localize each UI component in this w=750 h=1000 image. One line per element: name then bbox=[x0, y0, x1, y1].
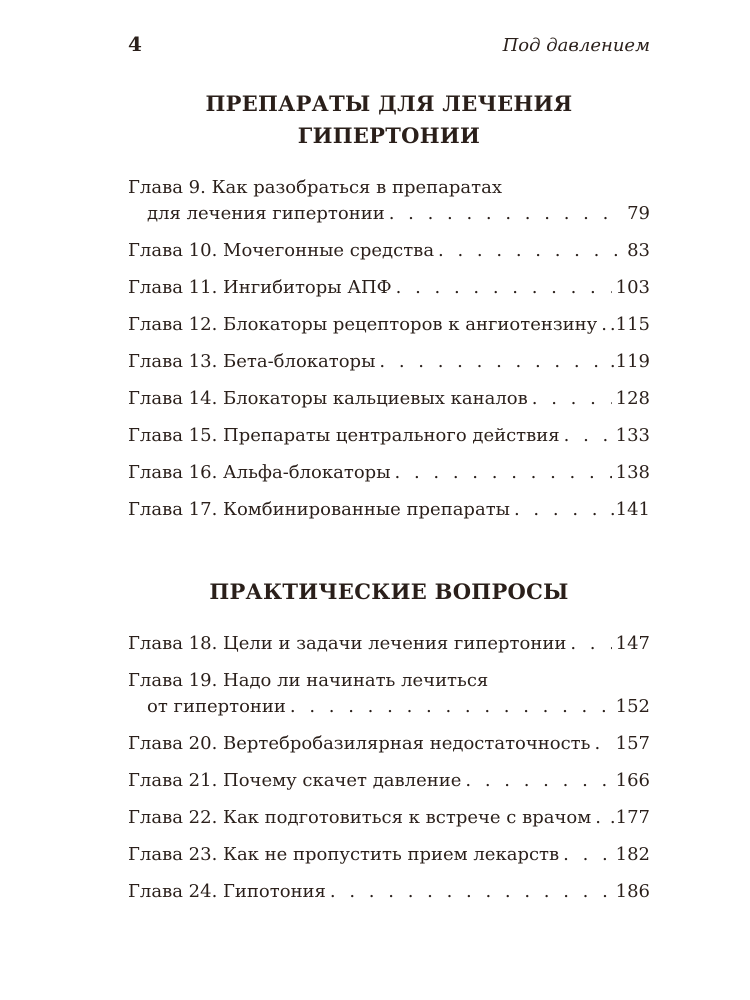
toc-entry bbox=[128, 423, 650, 449]
toc-page-number: 128 bbox=[615, 388, 650, 409]
dot-leader bbox=[379, 349, 606, 375]
toc-entry-line bbox=[128, 631, 650, 657]
toc-page-number: .177 bbox=[609, 807, 650, 828]
toc-entry bbox=[128, 805, 650, 831]
dot-leader bbox=[396, 275, 612, 301]
toc-page-number: 79 bbox=[627, 203, 650, 224]
toc-entry bbox=[128, 460, 650, 486]
toc-entry-title: Глава 16. Альфа-блокаторы bbox=[128, 462, 391, 483]
toc-page-number: 138 bbox=[615, 462, 650, 483]
toc-entry-title: Глава 17. Комбинированные препараты bbox=[128, 499, 510, 520]
toc-entry-title: Глава 23. Как не пропустить прием лекарств bbox=[128, 844, 560, 865]
dot-leader bbox=[570, 631, 611, 657]
toc-entry-title: Глава 13. Бета-блокаторы bbox=[128, 351, 376, 372]
toc-entry-line bbox=[128, 201, 650, 227]
toc-entry-title: Глава 14. Блокаторы кальциевых каналов bbox=[128, 388, 528, 409]
toc-entry-title: Глава 11. Ингибиторы АПФ bbox=[128, 277, 392, 298]
toc-entry-title: Глава 15. Препараты центрального действия bbox=[128, 425, 560, 446]
toc-entry-line bbox=[128, 238, 650, 264]
toc-page-number: 147 bbox=[615, 633, 650, 654]
toc-entry-line bbox=[128, 694, 650, 720]
toc-entry bbox=[128, 386, 650, 412]
toc-page-number: 182 bbox=[615, 844, 650, 865]
toc-entry-line bbox=[128, 768, 650, 794]
section-title-practical bbox=[128, 576, 650, 608]
toc-page-number: .119 bbox=[609, 351, 650, 372]
toc-page-number: 157 bbox=[615, 733, 650, 754]
toc-entry-title: Глава 24. Гипотония bbox=[128, 881, 326, 902]
toc-entry bbox=[128, 349, 650, 375]
dot-leader bbox=[564, 423, 612, 449]
section-title-line: ПРЕПАРАТЫ ДЛЯ ЛЕЧЕНИЯ bbox=[205, 91, 573, 116]
toc-entry-title: Глава 9. Как разобраться в препаратах bbox=[128, 177, 502, 198]
toc-entry bbox=[128, 879, 650, 905]
toc-entry-title-continued: для лечения гипертонии bbox=[147, 203, 385, 224]
toc-entry-title: Глава 19. Надо ли начинать лечиться bbox=[128, 670, 489, 691]
toc-page-number: 83 bbox=[627, 240, 650, 261]
toc-entry bbox=[128, 497, 650, 523]
running-head: Под давлением bbox=[502, 35, 650, 56]
toc-entry-line bbox=[128, 386, 650, 412]
toc-page-number: 166 bbox=[615, 770, 650, 791]
toc-page-number: 152 bbox=[615, 696, 650, 717]
toc-entry bbox=[128, 312, 650, 338]
toc-entry bbox=[128, 668, 650, 720]
dot-leader bbox=[594, 731, 611, 757]
toc-entry-title: Глава 20. Вертебробазилярная недостаточность bbox=[128, 733, 591, 754]
dot-leader bbox=[395, 460, 612, 486]
dot-leader bbox=[595, 805, 606, 831]
toc-entry bbox=[128, 238, 650, 264]
toc-entry-line bbox=[128, 497, 650, 523]
toc-entry-title: Глава 21. Почему скачет давление bbox=[128, 770, 462, 791]
toc-page-number: 103 bbox=[615, 277, 650, 298]
toc-entry-line bbox=[128, 349, 650, 375]
dot-leader bbox=[514, 497, 606, 523]
toc-entry-title: Глава 12. Блокаторы рецепторов к ангиотензину bbox=[128, 314, 598, 335]
toc-page-number: 186 bbox=[615, 881, 650, 902]
toc-list-drugs bbox=[128, 175, 650, 534]
dot-leader bbox=[389, 201, 623, 227]
dot-leader bbox=[438, 238, 623, 264]
section-title-line: ПРАКТИЧЕСКИЕ ВОПРОСЫ bbox=[209, 579, 569, 604]
dot-leader bbox=[330, 879, 612, 905]
toc-entry bbox=[128, 731, 650, 757]
toc-page-number: .141 bbox=[609, 499, 650, 520]
toc-page-number: 133 bbox=[615, 425, 650, 446]
toc-entry-title: Глава 22. Как подготовиться к встрече с врачом bbox=[128, 807, 592, 828]
toc-entry-line bbox=[128, 312, 650, 338]
toc-entry-line bbox=[128, 275, 650, 301]
toc-entry-title: Глава 18. Цели и задачи лечения гипертонии bbox=[128, 633, 567, 654]
toc-entry-title: Глава 10. Мочегонные средства bbox=[128, 240, 435, 261]
toc-entry-line bbox=[128, 460, 650, 486]
dot-leader bbox=[290, 694, 612, 720]
toc-entry bbox=[128, 768, 650, 794]
toc-entry bbox=[128, 842, 650, 868]
page-number: 4 bbox=[128, 32, 142, 56]
toc-entry-line bbox=[128, 423, 650, 449]
section-title-drugs bbox=[128, 88, 650, 152]
toc-entry bbox=[128, 631, 650, 657]
toc-entry bbox=[128, 175, 650, 227]
toc-entry-line bbox=[128, 731, 650, 757]
toc-entry-line bbox=[128, 842, 650, 868]
dot-leader bbox=[563, 842, 612, 868]
toc-entry-title-continued: от гипертонии bbox=[147, 696, 286, 717]
toc-entry-line bbox=[128, 879, 650, 905]
section-title-line: ГИПЕРТОНИИ bbox=[297, 123, 481, 148]
toc-list-practical bbox=[128, 631, 650, 916]
dot-leader bbox=[532, 386, 612, 412]
toc-page-number: .115 bbox=[609, 314, 650, 335]
dot-leader bbox=[465, 768, 611, 794]
toc-entry-line bbox=[128, 805, 650, 831]
dot-leader bbox=[601, 312, 606, 338]
toc-entry bbox=[128, 275, 650, 301]
